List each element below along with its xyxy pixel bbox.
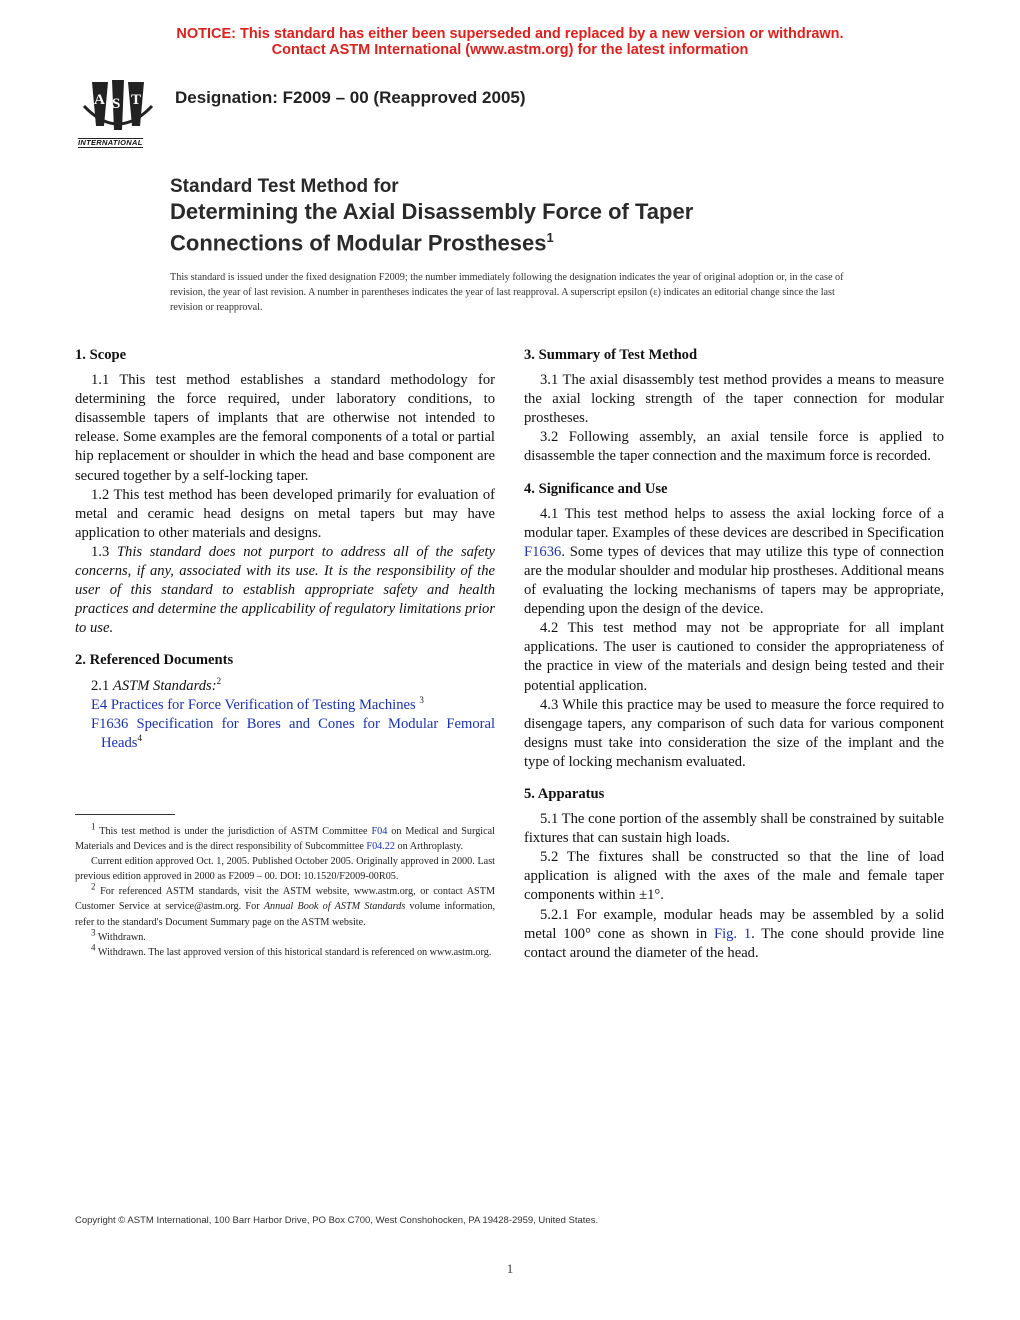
section-scope	[75, 346, 495, 638]
svg-text:A: A	[94, 92, 105, 108]
paragraph-1-1: 1.1 This test method establishes a standard methodology for determining the force required, under laboratory conditions, to disassemble tapers of implants that are otherwise not intended to release. Some examples are the femoral components of a total or partial hip replacement or shoulder in which the head and base component are secured together by a self-locking taper.	[75, 372, 495, 484]
left-column	[75, 346, 495, 766]
title-line-2: Determining the Axial Disassembly Force of Taper	[170, 199, 694, 224]
paragraph-5-1: 5.1 The cone portion of the assembly shall be constrained by suitable fixtures that can sustain high loads.	[524, 811, 944, 847]
notice-line-1: NOTICE: This standard has either been superseded and replaced by a new version or withdrawn.	[176, 26, 844, 42]
copyright: Copyright © ASTM International, 100 Barr Harbor Drive, PO Box C700, West Conshohocken, PA 19428-2959, United States.	[75, 1215, 599, 1226]
paragraph-4-2: 4.2 This test method may not be appropriate for all implant applications. The user is cautioned to consider the appropriateness of the practice in view of the materials and design being tested and their potential application.	[524, 620, 944, 694]
paragraph-4-3: 4.3 While this practice may be used to measure the force required to disengage tapers, any comparison of such data for various component designs must take into consideration the size of the implant and the type of locking mechanism evaluated.	[524, 696, 944, 770]
section-heading: 2. Referenced Documents	[75, 652, 234, 669]
link-f1636-inline[interactable]: F1636	[524, 543, 562, 560]
footnote-1: $^1$ This test method is under the jurisdiction of ASTM Committee F04 on Medical and Surgical Materials and Devices and is the direct responsibility of Subcommittee F04.22 on Arthroplasty.	[75, 821, 495, 853]
title-line-1: Standard Test Method for	[170, 176, 399, 197]
logo-international-text: INTERNATIONAL	[78, 138, 143, 147]
paragraph-4-1: 4.1 This test method helps to assess the axial locking force of a modular taper. Examples of these devices are described in Specification F1636. Some types of devices that may utilize this type of connection are the modular shoulder and modular hip prostheses. Additional means of evaluating the locking mechanisms of tapers may be appropriate, depending upon the design of the device.	[524, 505, 944, 618]
footnote-3: $^3$ Withdrawn.	[91, 927, 146, 943]
footnotes	[75, 821, 496, 960]
astm-logo	[74, 76, 162, 148]
right-column	[524, 346, 944, 976]
title-footnote-marker: 1	[546, 230, 554, 245]
reference-f1636[interactable]: F1636 Specification for Bores and Cones for Modular Femoral Heads$^4$	[91, 715, 496, 751]
link-e4[interactable]: E4	[91, 696, 108, 713]
designation: Designation: F2009 – 00 (Reapproved 2005)	[175, 88, 526, 107]
footnote-4: $^4$ Withdrawn. The last approved version of this historical standard is referenced on www.astm.org.	[91, 942, 492, 958]
paragraph-3-1: 3.1 The axial disassembly test method provides a means to measure the axial locking strength of the taper connection for modular prostheses.	[524, 372, 944, 427]
section-summary	[524, 346, 944, 467]
link-f04-22[interactable]: F04.22	[366, 841, 395, 853]
link-e4-title[interactable]: Practices for Force Verification of Testing Machines	[110, 696, 416, 713]
svg-text:S: S	[112, 96, 121, 112]
page-number: 1	[506, 1262, 514, 1276]
section-referenced-documents	[75, 651, 495, 752]
link-f1636[interactable]: F1636	[91, 715, 129, 732]
issued-note: This standard is issued under the fixed designation F2009; the number immediately following the designation indicates the year of original adoption or, in the case of revision, the year of last revision. A number in parentheses indicates the year of last reapproval. A superscript epsilon (ε) indicates an editorial change since the last revision or reapproval.	[170, 272, 844, 314]
paragraph-5-2: 5.2 The fixtures shall be constructed so that the line of load application is aligned with the axes of the male and female taper components within ±1°.	[524, 849, 944, 904]
svg-text:T: T	[131, 92, 142, 108]
section-significance	[524, 480, 944, 772]
title-line-3: Connections of Modular Prostheses$^1$	[170, 230, 554, 256]
footnote-current-edition: Current edition approved Oct. 1, 2005. Published October 2005. Originally approved in 2000. Last previous edition approved in 2000 as F2009 – 00. DOI: 10.1520/F2009-00R05.	[75, 856, 495, 883]
link-f1636-title[interactable]: Specification for Bores and Cones for Modular Femoral Heads	[101, 715, 496, 751]
paragraph-1-2: 1.2 This test method has been developed primarily for evaluation of metal and ceramic head designs on metal tapers but may have application to other materials and designs.	[75, 486, 495, 541]
section-heading: 3. Summary of Test Method	[524, 347, 698, 363]
reference-e4[interactable]: E4 Practices for Force Verification of Testing Machines $^3$	[91, 694, 424, 713]
superseded-notice	[0, 26, 1020, 58]
paragraph-5-2-1: 5.2.1 For example, modular heads may be assembled by a solid metal 100° cone as shown in Fig. 1. The cone should provide line contact around the diameter of the head.	[524, 906, 945, 961]
section-heading: 5. Apparatus	[524, 785, 605, 802]
paragraph-3-2: 3.2 Following assembly, an axial tensile force is applied to disassemble the taper connection and the maximum force is recorded.	[524, 429, 944, 465]
notice-line-2: Contact ASTM International (www.astm.org) for the latest information	[271, 42, 749, 58]
paragraph-1-3: 1.3 This standard does not purport to address all of the safety concerns, if any, associated with its use. It is the responsibility of the user of this standard to establish appropriate safety and health practices and determine the applicability of regulatory limitations prior to use.	[75, 543, 495, 637]
section-apparatus	[524, 785, 944, 963]
paragraph-2-1: 2.1 ASTM Standards:$^2$	[91, 675, 222, 694]
link-fig-1[interactable]: Fig. 1	[713, 925, 752, 942]
section-heading: 4. Significance and Use	[524, 480, 668, 497]
document-title	[170, 175, 930, 256]
section-heading: 1. Scope	[75, 347, 127, 363]
link-f04[interactable]: F04	[371, 826, 388, 837]
footnote-divider	[75, 814, 175, 815]
footnote-2: $^2$ For referenced ASTM standards, visit the ASTM website, www.astm.org, or contact ASTM Customer Service at service@astm.org. For Annual Book of ASTM Standards volume information, refer to the standard's Document Summary page on the ASTM website.	[75, 881, 496, 928]
